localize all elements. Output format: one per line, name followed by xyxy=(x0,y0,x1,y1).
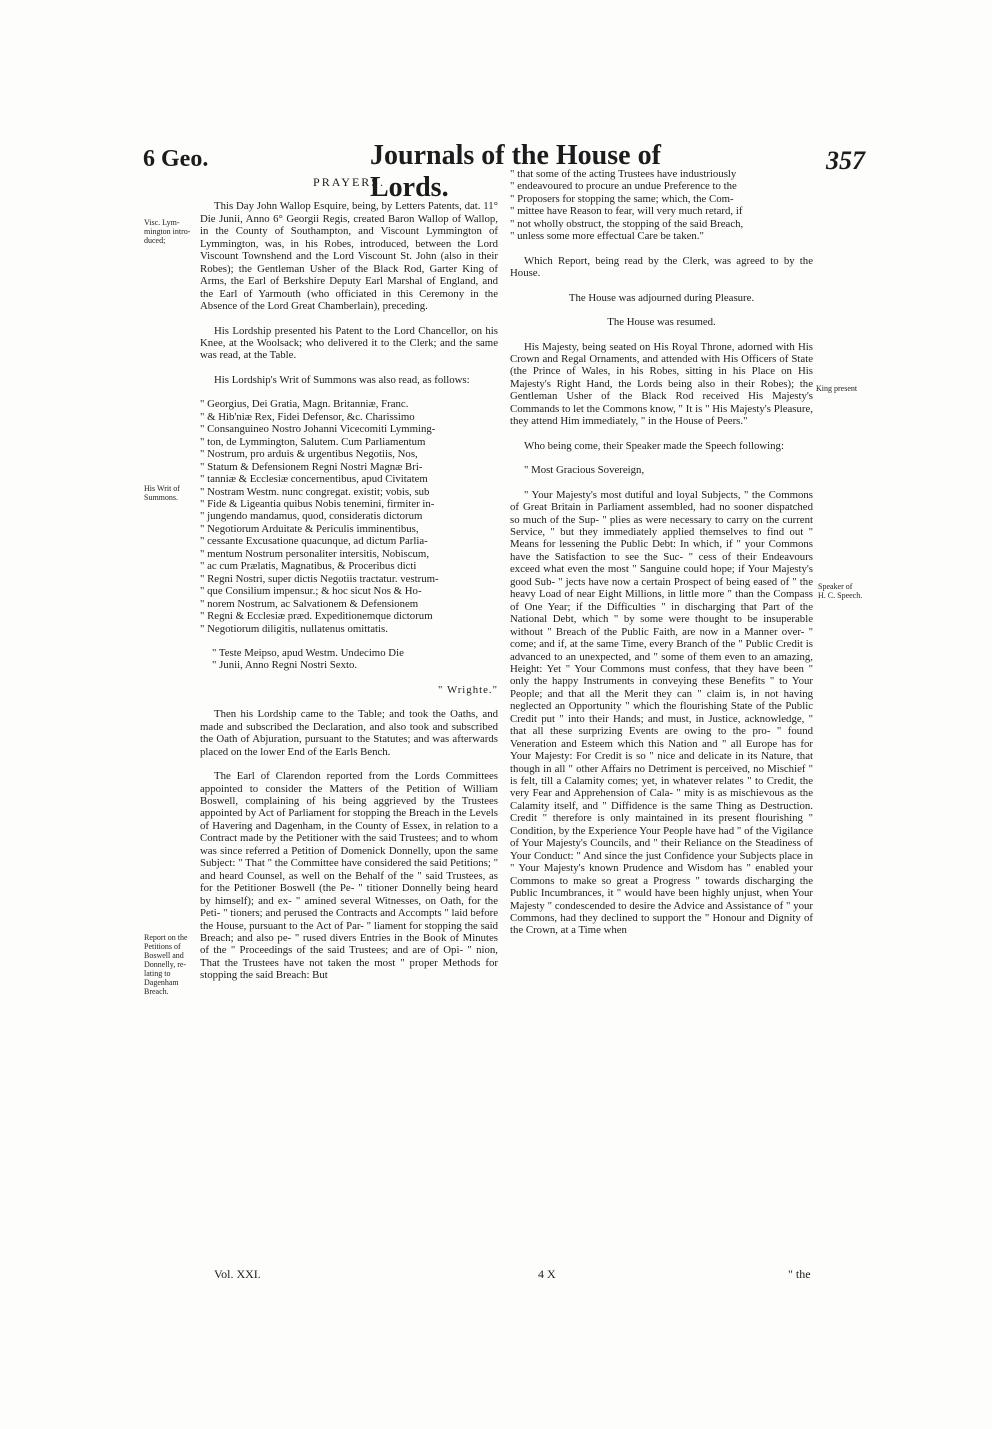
margin-note-report: Report on the Petitions of Boswell and Donnelly, re- lating to Dagenham Breach. xyxy=(144,933,188,996)
resumed-paragraph: The House was resumed. xyxy=(607,316,716,329)
introduction-paragraph: This Day John Wallop Esquire, being, by Letters Patents, dat. 11° Die Junii, Anno 6° Georgii Regis, created Baron Wallop of Wallop, in the County of Southampton, and Viscount Lymmington of Lymmington, was, in his Robes, introduced, between the Lord Viscount Townshend and the Lord Viscount St. John (also in their Robes); the Gentleman Usher of the Black Rod, Garter King of Arms, the Earl of Berkshire Deputy Earl Marshal of England, and the Earl of Yarmouth (who officiated in this Ceremony in the Absence of the Lord Great Chamberlain), preceding. xyxy=(200,200,498,313)
report-continuation: " that some of the acting Trustees have industriously " endeavoured to procure an undue Preference to the " Proposers for stopping the same; which, the Com- " mittee have Reason to fear, will very much retard, if " not wholly obstruct, the stopping of the said Breach, " unless some more effectual Care be taken." xyxy=(510,168,744,243)
header-regnal-year: 6 Geo. xyxy=(143,146,209,172)
left-column xyxy=(200,168,498,994)
patent-paragraph: His Lordship presented his Patent to the Lord Chancellor, on his Knee, at the Woolsack; who delivered it to the Clerk; and the same was read, at the Table. xyxy=(200,324,498,362)
writ-text: " Georgius, Dei Gratia, Magn. Britanniæ, Franc. " & Hib'niæ Rex, Fidei Defensor, &c. Charissimo " Consanguineo Nostro Johanni Vicecomiti Lymming- " ton, de Lymmington, Salutem. Cum Parliamentum " Nostrum, pro arduis & urgentibus Negotiis, Nos, " Statum & Defensionem Regni Nostri Magnæ Bri- " tanniæ & Ecclesiæ concernentibus, apud Civitatem " Nostram Westm. nunc congregat. existit; vobis, sub " Fide & Ligeantia quibus Nobis tenemini, firmiter in- " jungendo mandamus, quod, consideratis dictorum " Negotiorum Arduitate & Periculis imminentibus, " cessante Excusatione quacunque, ad dictum Parlia- " mentum Nostrum personaliter intersitis, Nobiscum, " ac cum Prælatis, Magnatibus, & Proceribus dicti " Regni Nostri, super dictis Negotiis tractatur. vestrum- " que Consilium impensur.; & hoc sicut Nos & Ho- " norem Nostrum, ac Salvationem & Defensionem " Regni & Ecclesiæ præd. Expeditionemque dictorum " Negotiorum diligitis, nullatenus omittatis. xyxy=(200,398,439,635)
prayers-heading: PRAYERS. xyxy=(313,175,385,189)
signature-mark: 4 X xyxy=(538,1267,556,1281)
speech-text: " Your Majesty's most dutiful and loyal Subjects, " the Commons of Great Britain in Parliament assembled, had no sooner dispatched so much of the Sup- " plies as were necessary to carry on the current Service, " but they immediately applied themselves to find out " Means for lessening the Public Debt: In which, if " your Commons have the Satisfaction to see the Suc- " cess of their Endeavours exceed what even the most " Sanguine could hope; if Your Majesty's good Sub- " jects have now a certain Prospect of being eased of " the heavy Load of near Eight Millions, in little more " than the Compass of One Year; if the Difficulties " in discharging that Part of the National Debt, which " by some were thought to be insuperable without " Breach of the Public Faith, are now in a Manner over- " come; and if, at the same Time, every Branch of the " Public Credit is advanced to an unexpected, and " some of them even to an amazing, Height: Yet " Your Commons must confess, that they have been " only the happy Instruments in conveying these Benefits " to Your People; and that all the Merit they can " claim is, in not having neglected an Opportunity " which the flourishing State of the Public Credit put " into their Hands; and must, in Justice, acknowledge, " that all these surprizing Events are owing to the pro- " found Veneration and Esteem which this Nation and " all Europe has for Your Majesty: For Credit is so " nice and delicate in its Nature, that though in all " other Affairs no Detriment is perceived, no Mischief " is felt, till a Calamity comes; yet, in whatever relates " to Credit, the very Fear and Apprehension of Cala- " mity is as mischievous as the Calamity itself, and " Diffidence is the same Thing as Destruction. Credit " therefore is only maintained in its present flourishing " Condition, by the Experience Your People have had " of the Vigilance of Your Majesty's Councils, and " their Reliance on the Steadiness of Your Conduct: " And since the just Confidence your Subjects place in " Your Majesty's known Prudence and Wisdom has " enabled your Commons to make so great a Progress " towards discharging the Public Incumbrances, it " would have been highly unjust, when Your Majesty " condescended to desire the Advice and Assistance of " your Commons, had they declined to support the " Honour and Dignity of the Crown, at a Time when xyxy=(510,488,813,937)
report-paragraph: The Earl of Clarendon reported from the Lords Committees appointed to consider the Matters of the Petition of William Boswell, complaining of his being aggrieved by the Trustees appointed by Act of Parliament for stopping the Breach in the Levels of Havering and Dagenham, in the County of Essex, in relation to a Contract made by the Petitioner with the said Trustees; and to whom was since referred a Petition of Domenick Donnelly, upon the same Subject: " That " the Committee have considered the said Petitions; " and heard Counsel, as well on the Behalf of the " said Trustees, as for the Petitioner Boswell (the Pe- " titioner Donnelly being heard by himself); and ex- " amined several Witnesses, on Oath, for the Peti- " tioners; and perused the Contracts and Accompts " laid before the House, pursuant to the Act of Par- " liament for stopping the said Breach; and also pe- " rused divers Entries in the Book of Minutes of the " Proceedings of the said Trustees; and are of Opi- " nion, That the Trustees have not taken the most " proper Methods for stopping the said Breach: But xyxy=(200,770,498,982)
writ-teste: " Teste Meipso, apud Westm. Undecimo Die " Junii, Anno Regni Nostri Sexto. xyxy=(212,646,404,672)
catchword: " the xyxy=(788,1267,811,1281)
margin-note-writ: His Writ of Summons. xyxy=(144,484,180,502)
header-title: Journals of the House of Lords. xyxy=(370,140,661,203)
margin-note-king: King present xyxy=(816,384,858,393)
speaker-intro-paragraph: Who being come, their Speaker made the Speech following: xyxy=(524,439,784,452)
speech-salutation: " Most Gracious Sovereign, xyxy=(524,464,645,477)
adjourned-paragraph: The House was adjourned during Pleasure. xyxy=(568,291,755,304)
margin-note-lymmington: Visc. Lym- mington intro- duced; xyxy=(144,218,191,245)
volume-label: Vol. XXI. xyxy=(214,1267,261,1281)
king-present-paragraph: His Majesty, being seated on His Royal Throne, adorned with His Crown and Regal Ornaments, and attended with His Officers of State (the Prince of Wales, in his Robes, sitting in his Place on His Majesty's Right Hand, the Lords being also in their Robes); the Gentleman Usher of the Black Rod received His Majesty's Commands to let the Commons know, " It is " His Majesty's Pleasure, they attend Him immediately, " in the House of Peers." xyxy=(510,340,813,428)
writ-intro-paragraph: His Lordship's Writ of Summons was also read, as follows: xyxy=(214,373,470,386)
right-column xyxy=(510,168,813,949)
report-agreed-paragraph: Which Report, being read by the Clerk, was agreed to by the House. xyxy=(510,254,813,280)
writ-signature: " Wrighte." xyxy=(438,683,498,696)
oaths-paragraph: Then his Lordship came to the Table; and took the Oaths, and made and subscribed the Declaration, and also took and subscribed the Oath of Abjuration, pursuant to the Statutes; and was afterwards placed on the lower End of the Earls Bench. xyxy=(200,708,498,758)
margin-note-speaker: Speaker of H. C. Speech. xyxy=(818,582,863,600)
page-number: 357 xyxy=(826,146,865,175)
